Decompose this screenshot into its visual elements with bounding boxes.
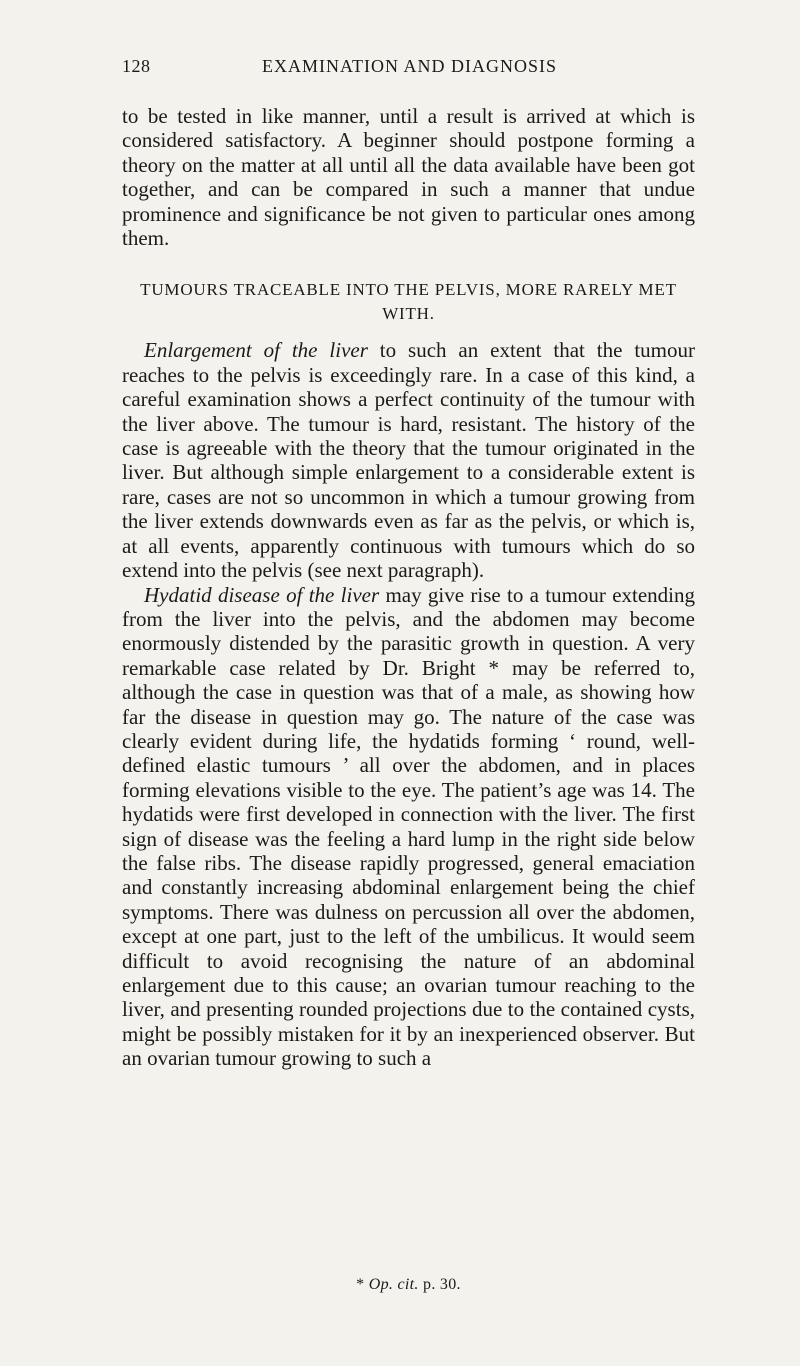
hydatid-disease-paragraph [122, 583, 695, 1071]
footnote-marker: * [356, 1276, 369, 1293]
footnote [122, 1276, 695, 1294]
section-heading: TUMOURS TRACEABLE INTO THE PELVIS, MORE RARELY MET WITH. [140, 280, 677, 324]
running-head [122, 56, 692, 86]
liver-enlargement-lead: Enlargement of the liver [144, 338, 368, 363]
hydatid-disease-lead: Hydatid disease of the liver [144, 582, 380, 607]
running-title: EXAMINATION AND DIAGNOSIS [262, 56, 557, 76]
hydatid-disease-text: may give rise to a tumour extending from the liver into the pelvis, and the abdomen may become enormously distended by the parasitic growth in question. A very remarkable case related by Dr. Bright * may be referred to, although the case in question was that of a male, as showing how far the disease in question may go. The nature of the case was clearly evident during life, the hydatids forming ‘ round, well-defined elastic tumours ’ all over the abdomen, and in places forming elevations visible to the eye. The patient’s age was 14. The hydatids were first developed in connection with the liver. The first sign of disease was the feeling a hard lump in the right side below the false ribs. The disease rapidly progressed, general emaciation and constantly increasing abdominal enlargement being the chief symptoms. There was dulness on percussion all over the abdomen, except at one part, just to the left of the umbilicus. It would seem difficult to avoid recognising the nature of an abdominal enlargement due to this cause; an ovarian tumour reaching to the liver, and presenting rounded projections due to the contained cysts, might be possibly mistaken for it by an inexperienced observer. But an ovarian tumour growing to such a [122, 582, 696, 1071]
body-text [122, 104, 695, 1071]
liver-enlargement-paragraph [122, 338, 695, 582]
footnote-page: p. 30. [418, 1276, 461, 1293]
intro-paragraph: to be tested in like manner, until a result is arrived at which is considered satisfactory. A beginner should postpone forming a theory on the matter at all until all the data available have been got together, and can be compared in such a manner that undue prominence and significance be not given to particular ones among them. [122, 104, 695, 251]
footnote-reference: Op. cit. [368, 1276, 419, 1293]
liver-enlargement-text: to such an extent that the tumour reaches to the pelvis is exceedingly rare. In a case of this kind, a careful examination shows a perfect continuity of the tumour with the liver above. The tumour is hard, resistant. The history of the case is agreeable with the theory that the tumour originated in the liver. But although simple enlargement to a considerable extent is rare, cases are not so uncommon in which a tumour growing from the liver extends downwards even as far as the pelvis, or which is, at all events, apparently continuous with tumours which do so extend into the pelvis (see next paragraph). [122, 338, 695, 583]
page-number: 128 [122, 56, 151, 76]
